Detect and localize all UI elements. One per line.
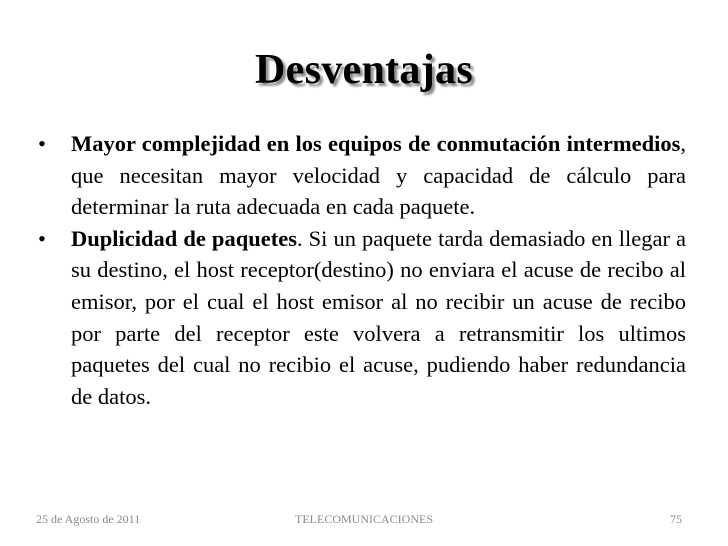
bullet-item: [38, 223, 686, 413]
bullet-heading: Mayor complejidad en los equipos de conmutación intermedios: [71, 131, 681, 156]
bullet-text: . Si un paquete tarda demasiado en llegar a su destino, el host receptor(destino) no enviara el acuse de recibo al emisor, por el cual el host emisor al no recibir un acuse de recibo por parte del receptor este volvera a retransmitir los ultimos paquetes del cual no recibio el acuse, pudiendo haber redundancia de datos.: [71, 225, 686, 409]
bullet-dot-icon: •: [38, 131, 46, 156]
bullet-item: [38, 128, 686, 223]
bullet-dot-icon: •: [38, 225, 46, 251]
footer-date: 25 de Agosto de 2011: [36, 512, 141, 526]
bullet-text: , que necesitan mayor velocidad y capacidad de cálculo para determinar la ruta adecuada en cada paquete.: [71, 131, 686, 220]
slide-title: Desventajas: [255, 47, 473, 93]
bullet-heading: Duplicidad de paquetes: [71, 225, 297, 251]
bullet-list: [38, 128, 686, 412]
page-number: 75: [670, 512, 682, 526]
footer-title: TELECOMUNICACIONES: [295, 512, 433, 526]
